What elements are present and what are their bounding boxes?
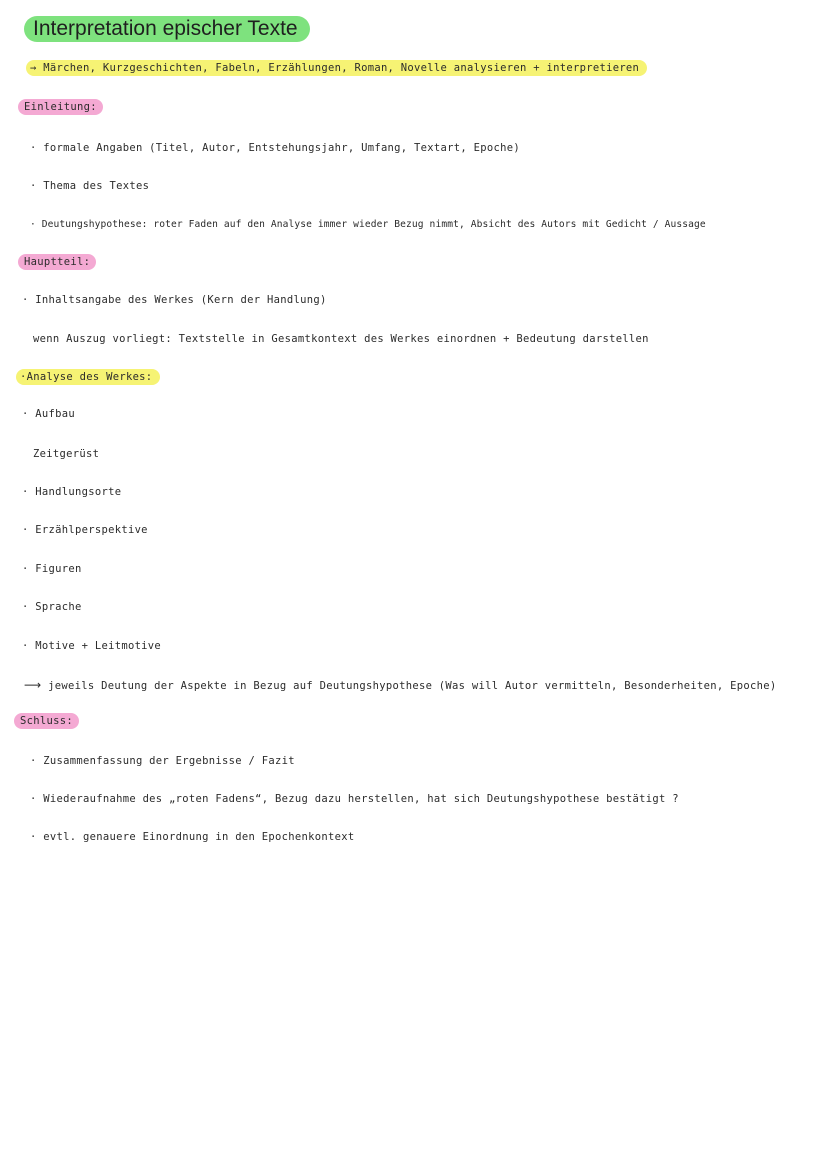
- analyse-item: · Handlungsorte: [22, 486, 122, 498]
- hauptteil-heading-text: Hauptteil:: [18, 254, 96, 270]
- long-arrow-icon: ⟶: [24, 678, 42, 692]
- analyse-item: · Erzählperspektive: [22, 524, 148, 536]
- analyse-conclusion-text: jeweils Deutung der Aspekte in Bezug auf Deutungshypothese (Was will Autor vermitteln, Besonderheiten, Epoche): [48, 680, 777, 692]
- einleitung-item: · Thema des Textes: [30, 180, 150, 192]
- schluss-item: · evtl. genauere Einordnung in den Epochenkontext: [30, 831, 355, 843]
- intro-line: [26, 62, 647, 74]
- analyse-item: · Sprache: [22, 601, 82, 613]
- hauptteil-item: wenn Auszug vorliegt: Textstelle in Gesamtkontext des Werkes einordnen + Bedeutung darstellen: [33, 333, 649, 345]
- intro-text: → Märchen, Kurzgeschichten, Fabeln, Erzählungen, Roman, Novelle analysieren + interpretieren: [26, 60, 647, 76]
- analyse-item: Zeitgerüst: [33, 448, 100, 460]
- analyse-conclusion: [24, 678, 777, 692]
- analyse-heading-text: ·Analyse des Werkes:: [16, 369, 160, 385]
- analyse-item: · Motive + Leitmotive: [22, 640, 162, 652]
- page-title: Interpretation epischer Texte: [24, 16, 310, 42]
- schluss-item: · Wiederaufnahme des „roten Fadens“, Bezug dazu herstellen, hat sich Deutungshypothese bestätigt ?: [30, 793, 679, 805]
- schluss-heading-text: Schluss:: [14, 713, 79, 729]
- analyse-item: · Figuren: [22, 563, 82, 575]
- einleitung-heading: [18, 101, 103, 113]
- hauptteil-heading: [18, 256, 96, 268]
- schluss-heading: [14, 715, 79, 727]
- einleitung-item: · Deutungshypothese: roter Faden auf den Analyse immer wieder Bezug nimmt, Absicht des Autors mit Gedicht / Aussage: [30, 219, 706, 230]
- hauptteil-item: · Inhaltsangabe des Werkes (Kern der Handlung): [22, 294, 327, 306]
- einleitung-heading-text: Einleitung:: [18, 99, 103, 115]
- analyse-heading: [16, 371, 160, 383]
- schluss-item: · Zusammenfassung der Ergebnisse / Fazit: [30, 755, 295, 767]
- analyse-item: · Aufbau: [22, 408, 75, 420]
- einleitung-item: · formale Angaben (Titel, Autor, Entstehungsjahr, Umfang, Textart, Epoche): [30, 142, 520, 154]
